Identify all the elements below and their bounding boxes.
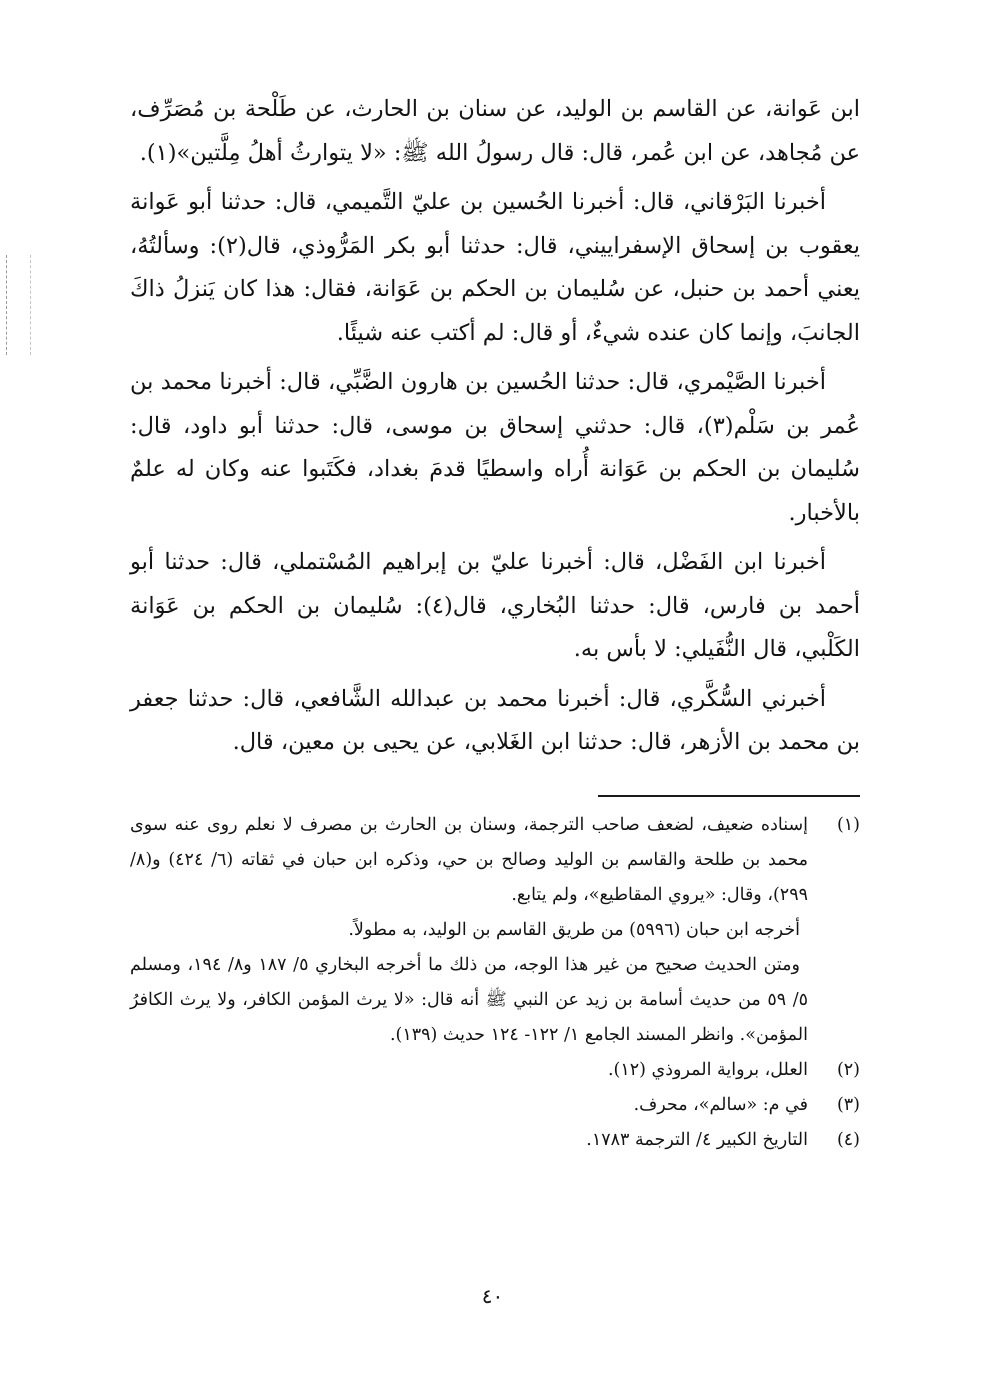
footnote-number: (٤) [836,1130,860,1150]
footnote-number: (١) [836,815,860,835]
page-number: ٤٠ [481,1284,504,1308]
paragraph: أخبرني السُّكَّري، قال: أخبرنا محمد بن عبدالله الشَّافعي، قال: حدثنا جعفر بن محمد بن الأزهر، قال: حدثنا ابن الغَلابي، عن يحيى بن معين، قال. [130,685,860,755]
footnote-number: (٣) [836,1095,860,1115]
footnote-body [130,1123,808,1158]
footnote-body [130,1053,808,1088]
footnote-text: التاريخ الكبير ٤/ الترجمة ١٧٨٣. [586,1130,808,1150]
paragraph: أخبرنا ابن الفَضْل، قال: أخبرنا عليّ بن إبراهيم المُسْتملي، قال: حدثنا أبو أحمد بن فارس، قال: حدثنا البُخاري، قال(٤): سُليمان بن الحكم بن عَوَانة الكَلْبي، قال النُّفَيلي: لا بأس به. [130,549,860,662]
footnote-text: ومتن الحديث صحيح من غير هذا الوجه، من ذلك ما أخرجه البخاري ٥/ ١٨٧ و٨/ ١٩٤، ومسلم ٥/ ٥٩ من حديث أسامة بن زيد عن النبي ﷺ أنه قال: «لا يرث المؤمن الكافر، ولا يرث الكافرُ المؤمن». وانظر المسند الجامع ١/ ١٢٢- ١٢٤ حديث (١٣٩). [130,955,808,1045]
footnote-text: العلل، برواية المروذي (١٢). [607,1060,808,1080]
footnote-number: (٢) [836,1060,860,1080]
scan-margin-mark [6,255,7,355]
footnotes-block [130,808,860,1158]
footnote-text: أخرجه ابن حبان (٥٩٩٦) من طريق القاسم بن الوليد، به مطولاً. [348,920,800,940]
footnote-1 [130,808,860,1053]
footnote-divider [598,795,860,797]
main-text-block [130,88,860,771]
footnote-2 [130,1053,860,1088]
paragraph: أخبرنا الصَّيْمري، قال: حدثنا الحُسين بن هارون الضَّبِّي، قال: أخبرنا محمد بن عُمر بن سَلْم(٣)، قال: حدثني إسحاق بن موسى، قال: حدثنا أبو داود، قال: سُليمان بن الحكم بن عَوَانة أُراه واسطيًا قدمَ بغداد، فكَتَبوا عنه وكان له علمٌ بالأخبار. [130,369,860,526]
footnote-text: في م: «سالم»، محرف. [633,1095,808,1115]
footnote-text: إسناده ضعيف، لضعف صاحب الترجمة، وسنان بن الحارث بن مصرف لا نعلم روى عنه سوى محمد بن طلحة والقاسم بن الوليد وصالح بن حي، وذكره ابن حبان في ثقاته (٦/ ٤٢٤) و(٨/ ٢٩٩)، وقال: «يروي المقاطيع»، ولم يتابع. [130,815,808,905]
paragraph: ابن عَوانة، عن القاسم بن الوليد، عن سنان بن الحارث، عن طَلْحة بن مُصَرِّف، عن مُجاهد، عن ابن عُمر، قال: قال رسولُ الله ﷺ: «لا يتوارثُ أهلُ مِلَّتين»(١). [130,96,860,166]
footnote-3 [130,1088,860,1123]
footnote-body [130,808,808,1053]
footnote-4 [130,1123,860,1158]
paragraph: أخبرنا البَرْقاني، قال: أخبرنا الحُسين بن عليّ التَّميمي، قال: حدثنا أبو عَوانة يعقوب بن إسحاق الإسفراييني، قال: حدثنا أبو بكر المَرُّوذي، قال(٢): وسألتُهُ، يعني أحمد بن حنبل، عن سُليمان بن الحكم بن عَوَانة، فقال: هذا كان يَنزلُ ذاكَ الجانبَ، وإنما كان عنده شيءٌ، أو قال: لم أكتب عنه شيئًا. [130,189,860,346]
scan-margin-mark [30,255,31,355]
footnote-body [130,1088,808,1123]
